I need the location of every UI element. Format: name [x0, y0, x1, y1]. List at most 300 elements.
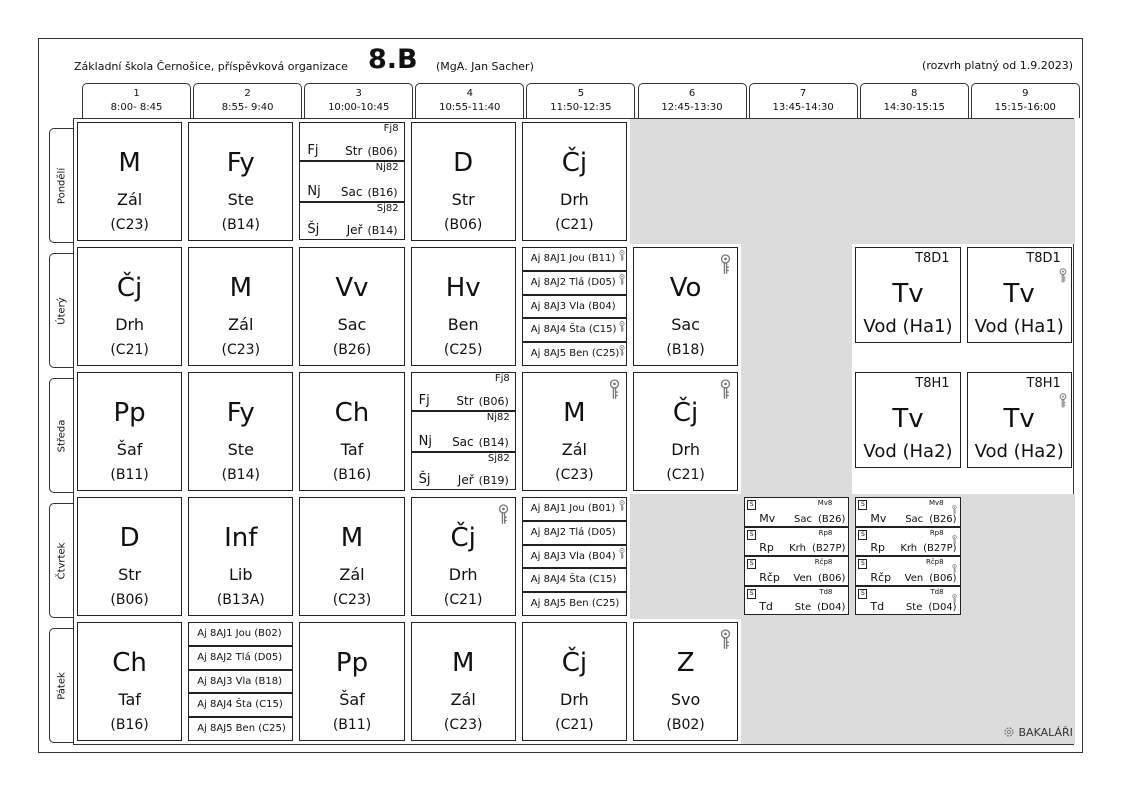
elective-subject: Td — [870, 600, 885, 613]
group-room: (B06) — [367, 145, 398, 158]
english-group-label: Aj 8AJ3 Vla (B18) — [197, 675, 282, 687]
group-room: (B16) — [367, 186, 398, 199]
elective-details — [789, 543, 845, 554]
day-label: Středa — [56, 419, 67, 452]
group-room: (B06) — [478, 395, 509, 408]
lesson-teacher: Drh — [448, 565, 478, 584]
lesson-cell[interactable] — [188, 497, 293, 616]
group-details — [458, 473, 509, 487]
lesson-room: (B14) — [221, 467, 260, 483]
group-subject: Šj — [307, 222, 320, 237]
lesson-teacher: Svo — [670, 690, 701, 709]
lesson-teacher: Sac — [337, 315, 367, 334]
lesson-subject: Fy — [226, 148, 255, 178]
elective-group[interactable] — [744, 556, 849, 586]
group-details — [345, 144, 397, 158]
elective-details — [905, 514, 956, 525]
key-icon — [952, 559, 957, 578]
group-code: Fj8 — [494, 373, 510, 384]
period-number: 7 — [799, 88, 807, 99]
group-code: Fj8 — [383, 123, 399, 134]
elective-teacher: Ven — [904, 572, 924, 584]
elective-code: Rčp8 — [814, 558, 833, 566]
period-time: 15:15-16:00 — [994, 102, 1056, 113]
lesson-cell[interactable] — [633, 247, 738, 366]
english-group-label: Aj 8AJ2 Tlá (D05) — [530, 276, 616, 288]
key-icon — [952, 530, 957, 549]
english-group[interactable] — [522, 545, 627, 569]
english-group[interactable] — [188, 693, 293, 717]
group-subject: Fj — [307, 143, 319, 158]
group-teacher: Jeř — [457, 473, 474, 487]
pe-teacher-room: Vod (Ha1) — [863, 316, 953, 337]
elective-subject: Rčp — [870, 570, 892, 584]
elective-subject: Mv — [870, 511, 887, 525]
lesson-subject: D — [119, 523, 140, 553]
pe-group: T8D1 — [915, 251, 950, 266]
class-teacher: (MgA. Jan Sacher) — [436, 60, 534, 73]
elective-teacher: Krh — [789, 543, 806, 554]
lesson-room: (B13A) — [216, 592, 265, 608]
lesson-room: (B06) — [110, 592, 149, 608]
lesson-subject: D — [453, 148, 474, 178]
substitution-marker: S — [747, 589, 756, 599]
day-header — [49, 628, 73, 743]
brand-logo — [1003, 726, 1073, 739]
key-icon — [498, 504, 509, 530]
lesson-subject: M — [340, 523, 364, 553]
english-group[interactable] — [188, 717, 293, 741]
elective-code: Mv8 — [817, 499, 833, 507]
lesson-cell[interactable] — [77, 497, 182, 616]
lesson-teacher: Drh — [115, 315, 144, 334]
period-header — [193, 83, 302, 118]
empty-slot — [852, 619, 963, 744]
key-icon — [619, 344, 625, 366]
substitution-marker: S — [747, 500, 756, 510]
lesson-subject: M — [118, 148, 141, 178]
elective-code: Rčp8 — [925, 558, 944, 566]
day-label: Pátek — [56, 671, 67, 700]
lesson-room: (B14) — [221, 217, 260, 233]
period-number: 2 — [244, 88, 251, 99]
lesson-cell[interactable] — [522, 372, 627, 491]
lesson-room: (B11) — [110, 467, 149, 483]
period-number: 3 — [355, 88, 362, 99]
school-name: Základní škola Černošice, příspěvková organizace — [74, 60, 348, 73]
pe-lesson[interactable] — [855, 247, 960, 343]
lesson-cell[interactable] — [522, 622, 627, 741]
group-details — [452, 435, 509, 449]
group-code: Nj82 — [375, 162, 399, 173]
elective-code: Rp8 — [929, 528, 944, 537]
lesson-subject: Čj — [561, 648, 588, 678]
period-number: 1 — [133, 88, 140, 99]
lesson-room: (C21) — [110, 342, 149, 358]
period-time: 10:55-11:40 — [439, 102, 501, 113]
lesson-subject: Čj — [450, 523, 476, 553]
day-label: Pondělí — [56, 167, 67, 204]
elective-details — [795, 602, 846, 613]
lesson-subject: Vv — [335, 273, 369, 303]
group-room: (B14) — [478, 436, 509, 449]
lesson-room: (C21) — [555, 717, 594, 733]
english-group-label: Aj 8AJ3 Vla (B04) — [530, 300, 616, 312]
empty-slot — [630, 494, 741, 619]
pe-group: T8H1 — [1026, 376, 1061, 391]
english-group[interactable] — [522, 295, 627, 319]
lesson-teacher: Str — [118, 565, 142, 584]
lesson-teacher: Lib — [229, 565, 253, 584]
pe-subject: Tv — [1003, 404, 1035, 434]
english-group[interactable] — [522, 318, 627, 342]
lesson-cell[interactable] — [299, 372, 404, 491]
lesson-subject: Pp — [335, 648, 369, 678]
elective-room: (B26) — [929, 513, 957, 525]
lesson-cell[interactable] — [188, 372, 293, 491]
gear-icon — [1003, 726, 1015, 738]
elective-teacher: Ven — [793, 572, 812, 584]
lesson-cell[interactable] — [77, 122, 182, 241]
elective-teacher: Sac — [905, 513, 924, 525]
lesson-room: (C21) — [666, 467, 705, 483]
lesson-subject: Inf — [224, 523, 258, 553]
lesson-subject: M — [563, 398, 586, 428]
english-group-label: Aj 8AJ5 Ben (C25) — [197, 723, 286, 735]
group-code: Šj82 — [376, 203, 399, 214]
lesson-room: (B02) — [666, 717, 705, 733]
english-group[interactable] — [522, 568, 627, 592]
elective-room: (B06) — [929, 572, 957, 584]
group-subject: Nj — [307, 184, 321, 199]
empty-slot — [741, 119, 852, 244]
elective-details — [906, 602, 957, 613]
lesson-cell[interactable] — [411, 622, 516, 741]
key-icon — [952, 589, 957, 608]
elective-code: Mv8 — [928, 499, 944, 507]
lesson-cell[interactable] — [77, 622, 182, 741]
key-icon — [720, 629, 731, 655]
key-icon — [720, 379, 731, 405]
group-teacher: Sac — [340, 185, 363, 199]
elective-subject: Td — [759, 600, 773, 613]
lesson-subject: M — [229, 273, 252, 303]
lesson-cell[interactable] — [299, 247, 404, 366]
substitution-marker: S — [858, 589, 867, 599]
period-time: 12:45-13:30 — [661, 102, 723, 113]
period-header — [749, 83, 858, 118]
group-code: Šj82 — [487, 453, 510, 464]
pe-teacher-room: Vod (Ha2) — [974, 441, 1064, 462]
pe-teacher-room: Vod (Ha1) — [974, 316, 1064, 337]
day-header — [49, 503, 73, 618]
language-group[interactable] — [299, 161, 404, 202]
pe-subject: Tv — [892, 404, 924, 434]
lesson-cell[interactable] — [299, 622, 404, 741]
group-teacher: Sac — [452, 435, 474, 449]
lesson-teacher: Zál — [116, 190, 143, 209]
english-group[interactable] — [522, 247, 627, 271]
period-header — [415, 83, 524, 118]
elective-subject: Rčp — [759, 570, 780, 584]
substitution-marker: S — [858, 559, 867, 569]
period-time: 11:50-12:35 — [550, 102, 612, 113]
english-group-label: Aj 8AJ2 Tlá (D05) — [197, 651, 283, 663]
elective-group[interactable] — [744, 586, 849, 616]
english-group[interactable] — [188, 646, 293, 670]
lesson-subject: Pp — [113, 398, 146, 428]
period-header — [526, 83, 635, 118]
lesson-room: (B26) — [332, 342, 372, 358]
english-group-label: Aj 8AJ5 Ben (C25) — [530, 348, 620, 360]
lesson-subject: Hv — [445, 273, 481, 303]
empty-slot — [630, 119, 741, 244]
english-group[interactable] — [522, 497, 627, 521]
english-group[interactable] — [188, 622, 293, 646]
elective-code: Td8 — [930, 587, 944, 596]
lesson-subject: Fy — [226, 398, 255, 428]
lesson-teacher: Taf — [340, 440, 364, 459]
lesson-cell[interactable] — [411, 497, 516, 616]
empty-slot — [741, 619, 852, 744]
period-header — [82, 83, 191, 118]
lesson-teacher: Taf — [118, 690, 141, 709]
lesson-room: (B18) — [666, 342, 705, 358]
elective-room: (D04) — [817, 602, 846, 613]
language-group[interactable] — [411, 372, 516, 411]
lesson-teacher: Zál — [561, 440, 587, 459]
empty-slot — [964, 119, 1075, 244]
elective-teacher: Ste — [794, 602, 812, 613]
elective-room: (B27P) — [811, 543, 846, 554]
english-group-label: Aj 8AJ3 Vla (B04) — [530, 550, 616, 562]
key-icon — [619, 273, 625, 295]
pe-lesson[interactable] — [967, 372, 1072, 468]
period-number: 8 — [911, 88, 918, 99]
lesson-cell[interactable] — [299, 497, 404, 616]
lesson-cell[interactable] — [411, 122, 516, 241]
elective-room: (B26) — [817, 513, 846, 525]
substitution-marker: S — [858, 500, 867, 510]
day-label: Úterý — [56, 296, 67, 325]
group-subject: Šj — [418, 472, 431, 487]
key-icon — [1059, 268, 1067, 288]
period-time: 8:55- 9:40 — [221, 102, 274, 113]
period-header — [860, 83, 969, 118]
english-group-label: Aj 8AJ2 Tlá (D05) — [530, 526, 616, 538]
elective-subject: Rp — [870, 541, 886, 554]
group-subject: Fj — [418, 393, 430, 408]
group-room: (B19) — [478, 474, 509, 487]
key-icon — [619, 547, 625, 569]
key-icon — [619, 249, 625, 271]
elective-teacher: Krh — [900, 543, 918, 554]
language-group[interactable] — [299, 202, 404, 240]
elective-code: Td8 — [819, 587, 833, 596]
elective-details — [793, 573, 845, 584]
period-header — [971, 83, 1080, 118]
lesson-room: (B06) — [444, 217, 483, 233]
lesson-cell[interactable] — [522, 122, 627, 241]
elective-room: (B27P) — [923, 543, 957, 554]
language-group[interactable] — [299, 122, 404, 161]
lesson-teacher: Drh — [560, 690, 589, 709]
lesson-teacher: Šaf — [339, 690, 365, 709]
pe-teacher-room: Vod (Ha2) — [863, 441, 953, 462]
lesson-room: (C23) — [555, 467, 594, 483]
period-header — [638, 83, 747, 118]
group-room: (B14) — [367, 224, 398, 237]
period-time: 14:30-15:15 — [883, 102, 945, 113]
key-icon — [1059, 393, 1067, 413]
day-header — [49, 378, 73, 493]
elective-details — [900, 543, 956, 554]
english-group[interactable] — [522, 521, 627, 545]
pe-lesson[interactable] — [855, 372, 960, 468]
english-group-label: Aj 8AJ4 Šta (C15) — [530, 324, 617, 336]
group-details — [341, 185, 398, 199]
key-icon — [619, 499, 625, 521]
lesson-room: (C25) — [443, 342, 483, 358]
lesson-room: (C23) — [110, 217, 149, 233]
lesson-teacher: Ste — [227, 440, 254, 459]
period-header — [304, 83, 413, 118]
period-number: 4 — [466, 88, 473, 99]
english-group-label: Aj 8AJ4 Šta (C15) — [197, 699, 283, 711]
english-group[interactable] — [522, 271, 627, 295]
lesson-subject: Ch — [112, 648, 147, 678]
lesson-cell[interactable] — [188, 122, 293, 241]
group-subject: Nj — [418, 434, 432, 449]
lesson-subject: Ch — [334, 398, 370, 428]
elective-group[interactable] — [744, 497, 849, 527]
pe-subject: Tv — [1003, 279, 1035, 309]
lesson-teacher: Str — [451, 190, 475, 209]
lesson-teacher: Zál — [228, 315, 254, 334]
key-icon — [619, 320, 625, 342]
day-header — [49, 128, 73, 243]
elective-group[interactable] — [855, 497, 960, 527]
period-number: 6 — [688, 88, 696, 99]
key-icon — [952, 500, 957, 519]
elective-room: (B06) — [817, 572, 846, 584]
lesson-room: (C21) — [555, 217, 594, 233]
english-group-label: Aj 8AJ5 Ben (C25) — [530, 598, 620, 610]
elective-group[interactable] — [855, 586, 960, 616]
empty-slot — [964, 494, 1075, 619]
elective-group[interactable] — [855, 556, 960, 586]
lesson-subject: Vo — [669, 273, 702, 303]
english-group-label: Aj 8AJ1 Jou (B11) — [530, 253, 616, 264]
empty-slot — [852, 119, 963, 244]
group-code: Nj82 — [486, 412, 510, 423]
elective-code: Rp8 — [818, 528, 833, 537]
empty-slot — [741, 244, 852, 369]
lesson-room: (B11) — [332, 717, 372, 733]
elective-details — [794, 514, 845, 525]
pe-subject: Tv — [892, 279, 924, 309]
substitution-marker: S — [747, 530, 756, 540]
substitution-marker: S — [747, 559, 756, 569]
lesson-subject: Z — [676, 648, 695, 678]
lesson-subject: M — [451, 648, 475, 678]
period-number: 5 — [577, 88, 585, 99]
lesson-teacher: Drh — [671, 440, 700, 459]
elective-subject: Mv — [759, 511, 776, 525]
valid-from: (rozvrh platný od 1.9.2023) — [922, 59, 1073, 72]
lesson-teacher: Ste — [227, 190, 254, 209]
english-group-label: Aj 8AJ4 Šta (C15) — [530, 574, 617, 586]
english-group-label: Aj 8AJ1 Jou (B01) — [530, 503, 616, 514]
elective-group[interactable] — [855, 527, 960, 557]
lesson-cell[interactable] — [633, 372, 738, 491]
lesson-teacher: Drh — [560, 190, 589, 209]
lesson-cell[interactable] — [633, 622, 738, 741]
english-group-label: Aj 8AJ1 Jou (B02) — [197, 628, 282, 639]
group-teacher: Jeř — [346, 223, 363, 237]
language-group[interactable] — [411, 452, 516, 490]
lesson-room: (B16) — [332, 467, 372, 483]
lesson-subject: Čj — [672, 398, 699, 428]
lesson-teacher: Zál — [450, 690, 476, 709]
elective-subject: Rp — [759, 541, 774, 554]
lesson-room: (C23) — [443, 717, 483, 733]
lesson-cell[interactable] — [77, 372, 182, 491]
pe-group: T8D1 — [1026, 251, 1061, 266]
english-group[interactable] — [522, 342, 627, 366]
lesson-cell[interactable] — [188, 247, 293, 366]
lesson-room: (C21) — [443, 592, 483, 608]
key-icon — [609, 379, 620, 405]
period-time: 10:00-10:45 — [328, 102, 390, 113]
pe-lesson[interactable] — [967, 247, 1072, 343]
elective-teacher: Ste — [905, 602, 923, 613]
period-time: 8:00- 8:45 — [110, 102, 163, 113]
lesson-room: (B16) — [110, 717, 149, 733]
group-teacher: Str — [345, 144, 363, 158]
lesson-subject: Čj — [116, 273, 143, 303]
english-group[interactable] — [522, 592, 627, 616]
group-details — [456, 394, 508, 408]
language-group[interactable] — [411, 411, 516, 452]
lesson-room: (C23) — [332, 592, 372, 608]
empty-slot — [741, 369, 852, 494]
group-teacher: Str — [456, 394, 474, 408]
day-label: Čtvrtek — [56, 542, 67, 579]
lesson-cell[interactable] — [77, 247, 182, 366]
lesson-cell[interactable] — [411, 247, 516, 366]
elective-room: (D04) — [928, 602, 957, 613]
english-group[interactable] — [188, 670, 293, 694]
pe-group: T8H1 — [915, 376, 950, 391]
lesson-room: (C23) — [221, 342, 261, 358]
brand-label: BAKALÁŘI — [1018, 726, 1073, 739]
day-header — [49, 253, 73, 368]
lesson-teacher: Zál — [339, 565, 365, 584]
period-time: 13:45-14:30 — [772, 102, 834, 113]
elective-group[interactable] — [744, 527, 849, 557]
elective-teacher: Sac — [794, 513, 812, 525]
period-number: 9 — [1022, 88, 1029, 99]
key-icon — [720, 254, 731, 280]
lesson-teacher: Šaf — [116, 440, 143, 459]
lesson-teacher: Ben — [447, 315, 479, 334]
group-details — [347, 223, 398, 237]
lesson-teacher: Sac — [671, 315, 700, 334]
elective-details — [905, 573, 957, 584]
substitution-marker: S — [858, 530, 867, 540]
class-name: 8.B — [368, 44, 418, 75]
